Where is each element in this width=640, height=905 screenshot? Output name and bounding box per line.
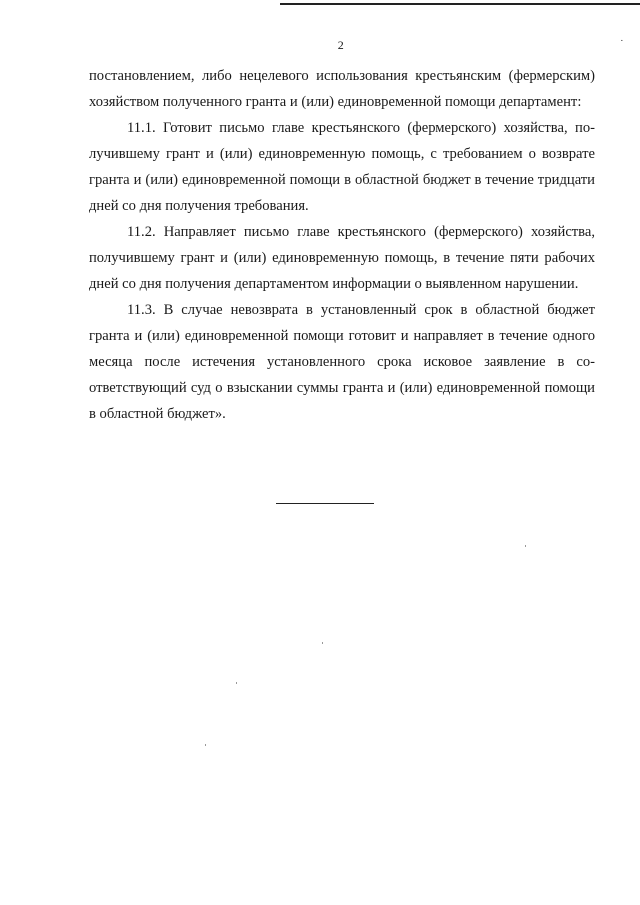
document-body	[89, 63, 595, 427]
scan-speck	[525, 545, 526, 547]
end-of-document-rule	[276, 503, 374, 504]
scan-speck	[205, 744, 206, 746]
top-border-line	[280, 3, 640, 5]
paragraph-continuation: постановлением, либо нецелевого использования крестьянским (фермерским) хозяйством полученного гранта и (или) единовременной помощи департамент:	[89, 68, 595, 110]
page-number: 2	[337, 38, 345, 52]
scan-speck	[322, 642, 323, 644]
scan-speck	[236, 682, 237, 684]
margin-mark: ˙	[620, 38, 624, 50]
paragraph-11-1: 11.1. Готовит письмо главе крестьянского (фермерского) хозяйства, получившему грант и (или) единовременную помощь, с требованием о возврате гранта и (или) единовременной помощи в областной бюджет в течение тридцати дней со дня получения требования.	[89, 120, 595, 214]
paragraph-11-2: 11.2. Направляет письмо главе крестьянского (фермерского) хозяйства, получившему грант и (или) единовременную помощь, в течение пяти рабочих дней со дня получения департаментом информации о выявленном нарушении.	[89, 224, 595, 292]
paragraph-11-3: 11.3. В случае невозврата в установленный срок в областной бюджет гранта и (или) единовременной помощи готовит и направляет в течение одного месяца после истечения установленного срока исковое заявление в соответствующий суд о взыскании суммы гранта и (или) единовременной помощи в областной бюджет».	[89, 302, 595, 422]
